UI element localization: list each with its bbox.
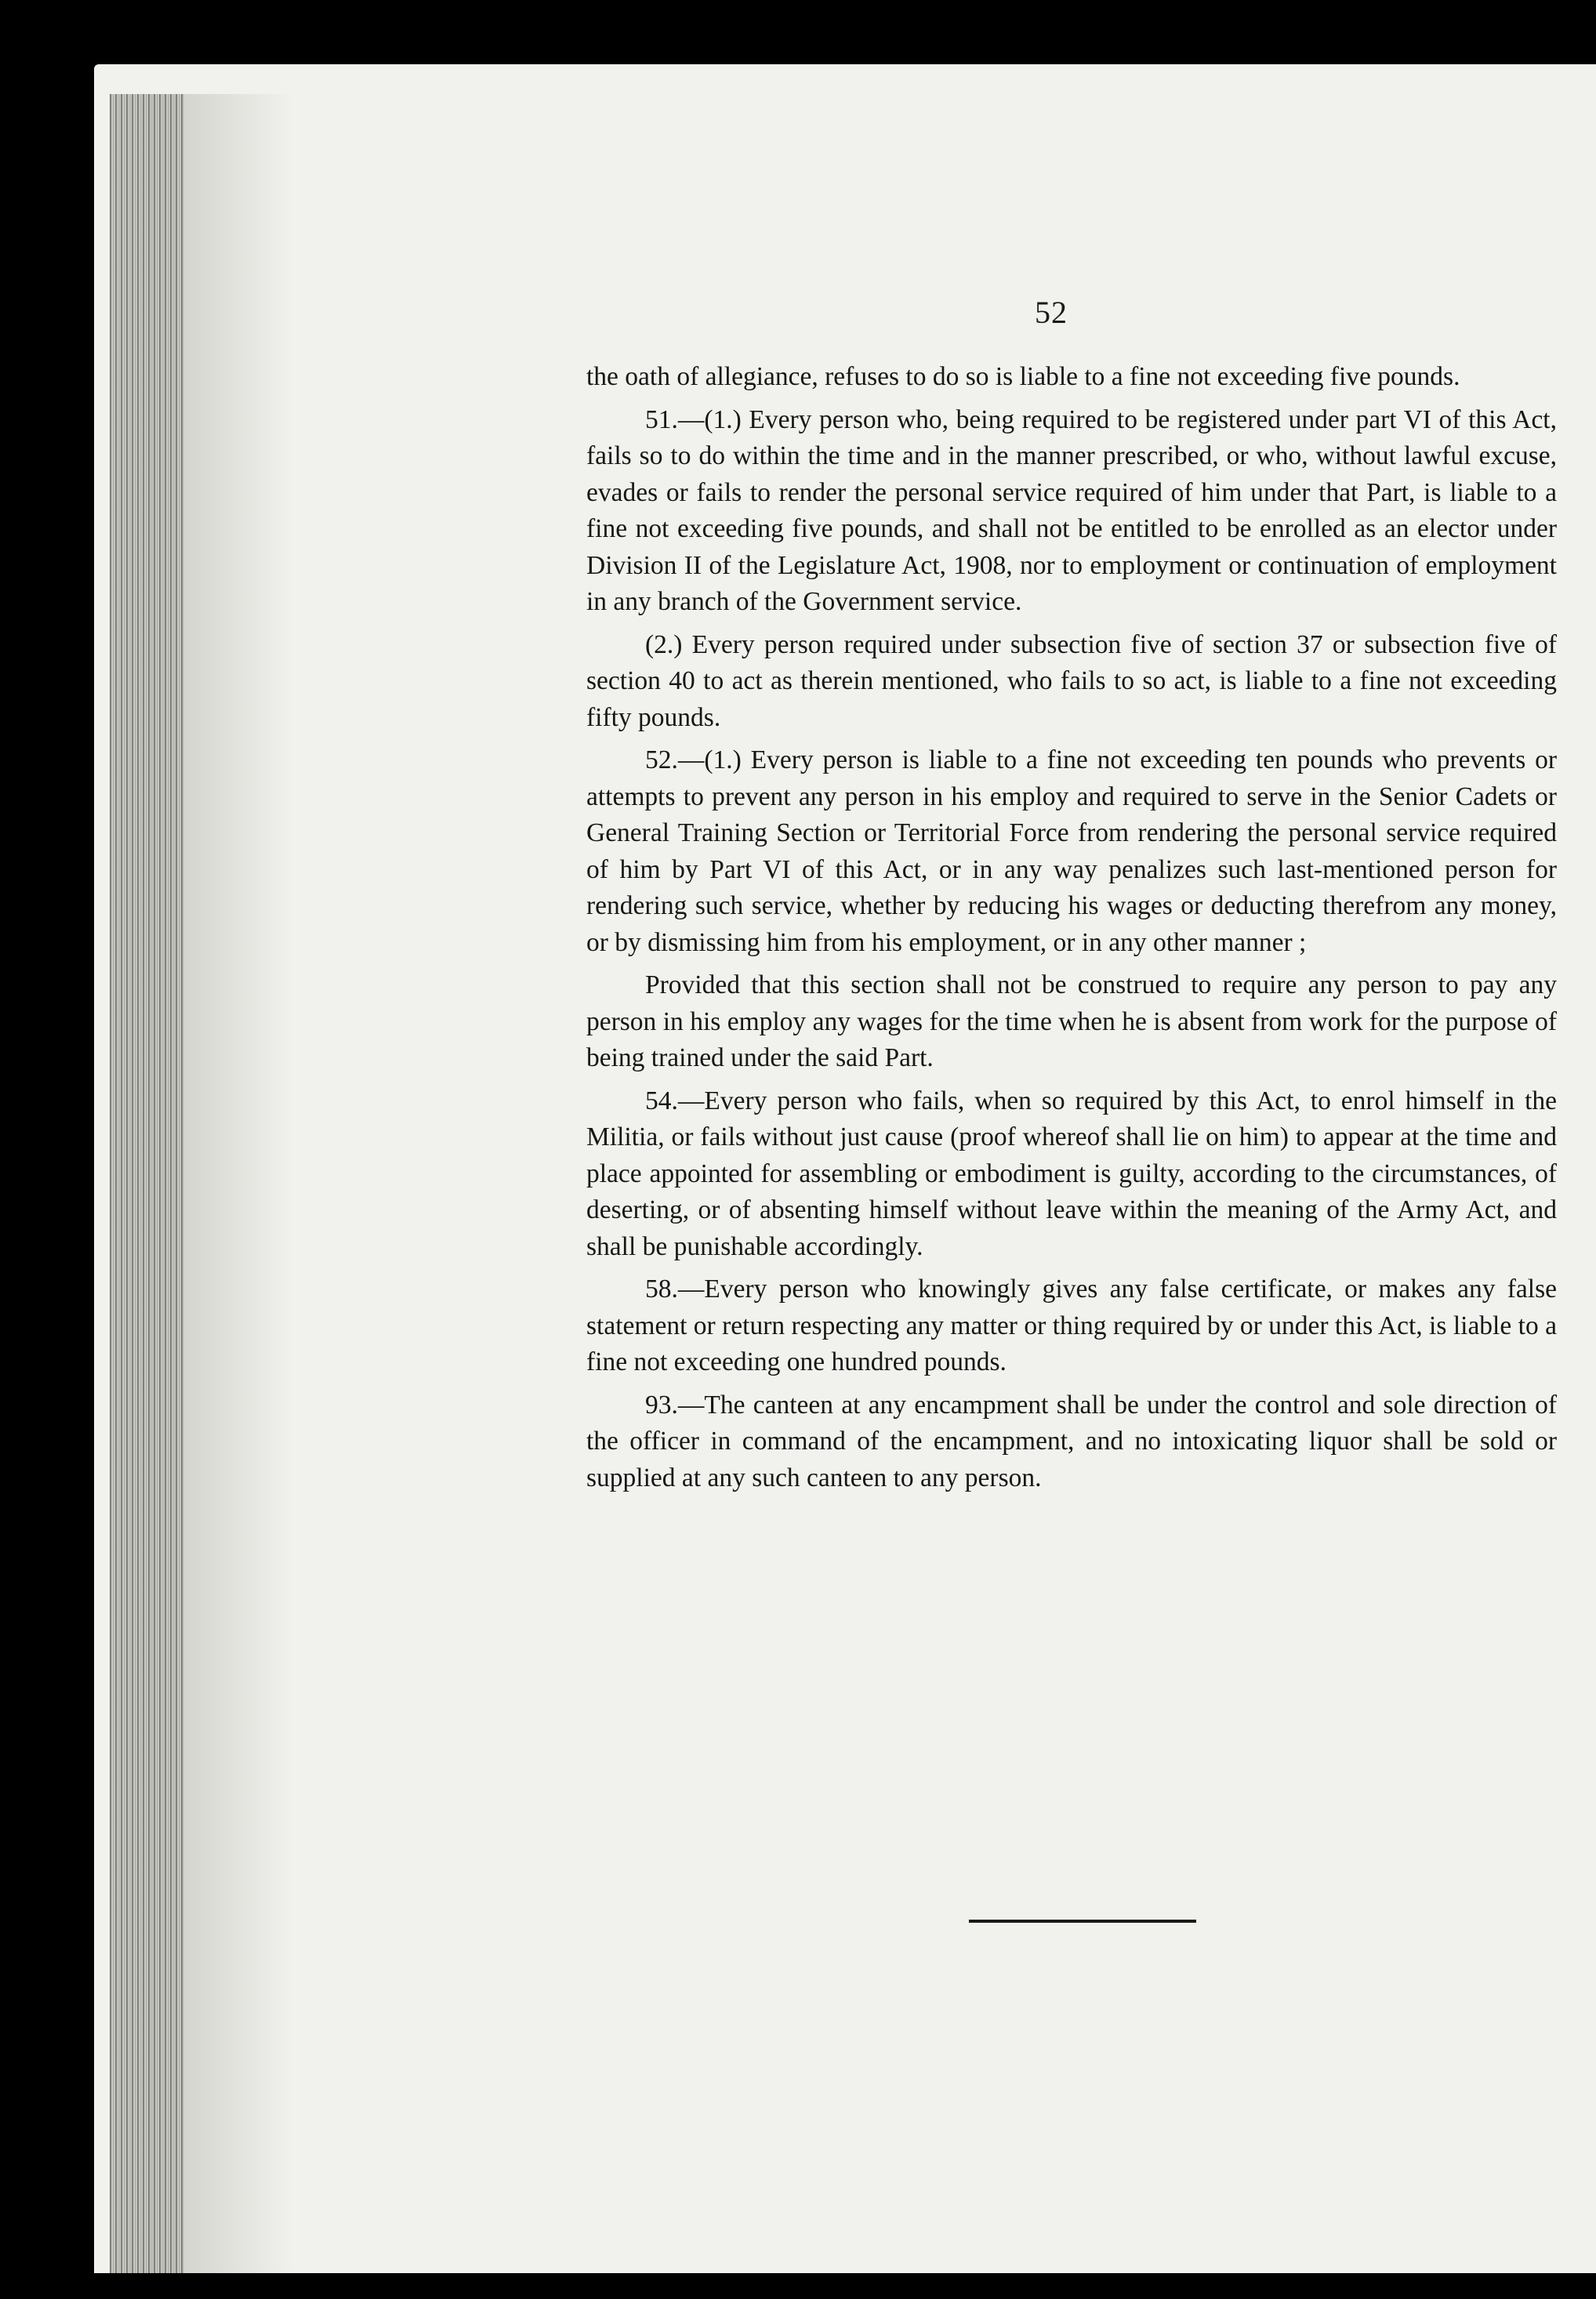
paragraph-section-52-1: 52.—(1.) Every person is liable to a fine not exceeding ten pounds who prevents or attempts to prevent any person in his employ and required to serve in the Senior Cadets or General Training Section or Territorial Force from rendering the personal service required of him by Part VI of this Act, or in any way penalizes such last-mentioned person for rendering such service, whether by reducing his wages or deducting therefrom any money, or by dismissing him from his employment, or in any other manner ; [586, 745, 1557, 957]
page-edge-stack [110, 94, 184, 2273]
paragraph-section-54: 54.—Every person who fails, when so required by this Act, to enrol himself in the Militia, or fails without just cause (proof whereof shall lie on him) to appear at the time and place appointed for assembling or embodiment is guilty, according to the circumstances, of deserting, or of absenting himself without leave within the meaning of the Army Act, and shall be punishable accordingly. [586, 1086, 1557, 1261]
end-rule [969, 1920, 1196, 1923]
page-edge-shadow [184, 94, 294, 2273]
paragraph-section-58: 58.—Every person who knowingly gives any false certificate, or makes any false statement or return respecting any matter or thing required by or under this Act, is liable to a fine not exceeding one hundred pounds. [586, 1275, 1557, 1376]
paragraph-proviso: Provided that this section shall not be construed to require any person to pay any person in his employ any wages for the time when he is absent from work for the purpose of being trained under the said Part. [586, 970, 1557, 1072]
paragraph-oath-continuation: the oath of allegiance, refuses to do so is liable to a fine not exceeding five pounds. [586, 362, 1460, 391]
paragraph-section-51-2: (2.) Every person required under subsection five of section 37 or subsection five of section 40 to act as therein mentioned, who fails to so act, is liable to a fine not exceeding fifty pounds. [586, 629, 1557, 732]
page-number: 52 [1035, 295, 1068, 330]
body-text [586, 359, 1557, 1503]
paragraph-section-93: 93.—The canteen at any encampment shall be under the control and sole direction of the officer in command of the encampment, and no intoxicating liquor shall be sold or supplied at any such canteen to any person. [586, 1390, 1557, 1492]
paragraph-section-51-1: 51.—(1.) Every person who, being required to be registered under part VI of this Act, fails so to do within the time and in the manner prescribed, or who, without lawful excuse, evades or fails to render the personal service required of him under that Part, is liable to a fine not exceeding five pounds, and shall not be entitled to be enrolled as an elector under Division II of the Legislature Act, 1908, nor to employment or continuation of employment in any branch of the Government service. [586, 404, 1557, 616]
